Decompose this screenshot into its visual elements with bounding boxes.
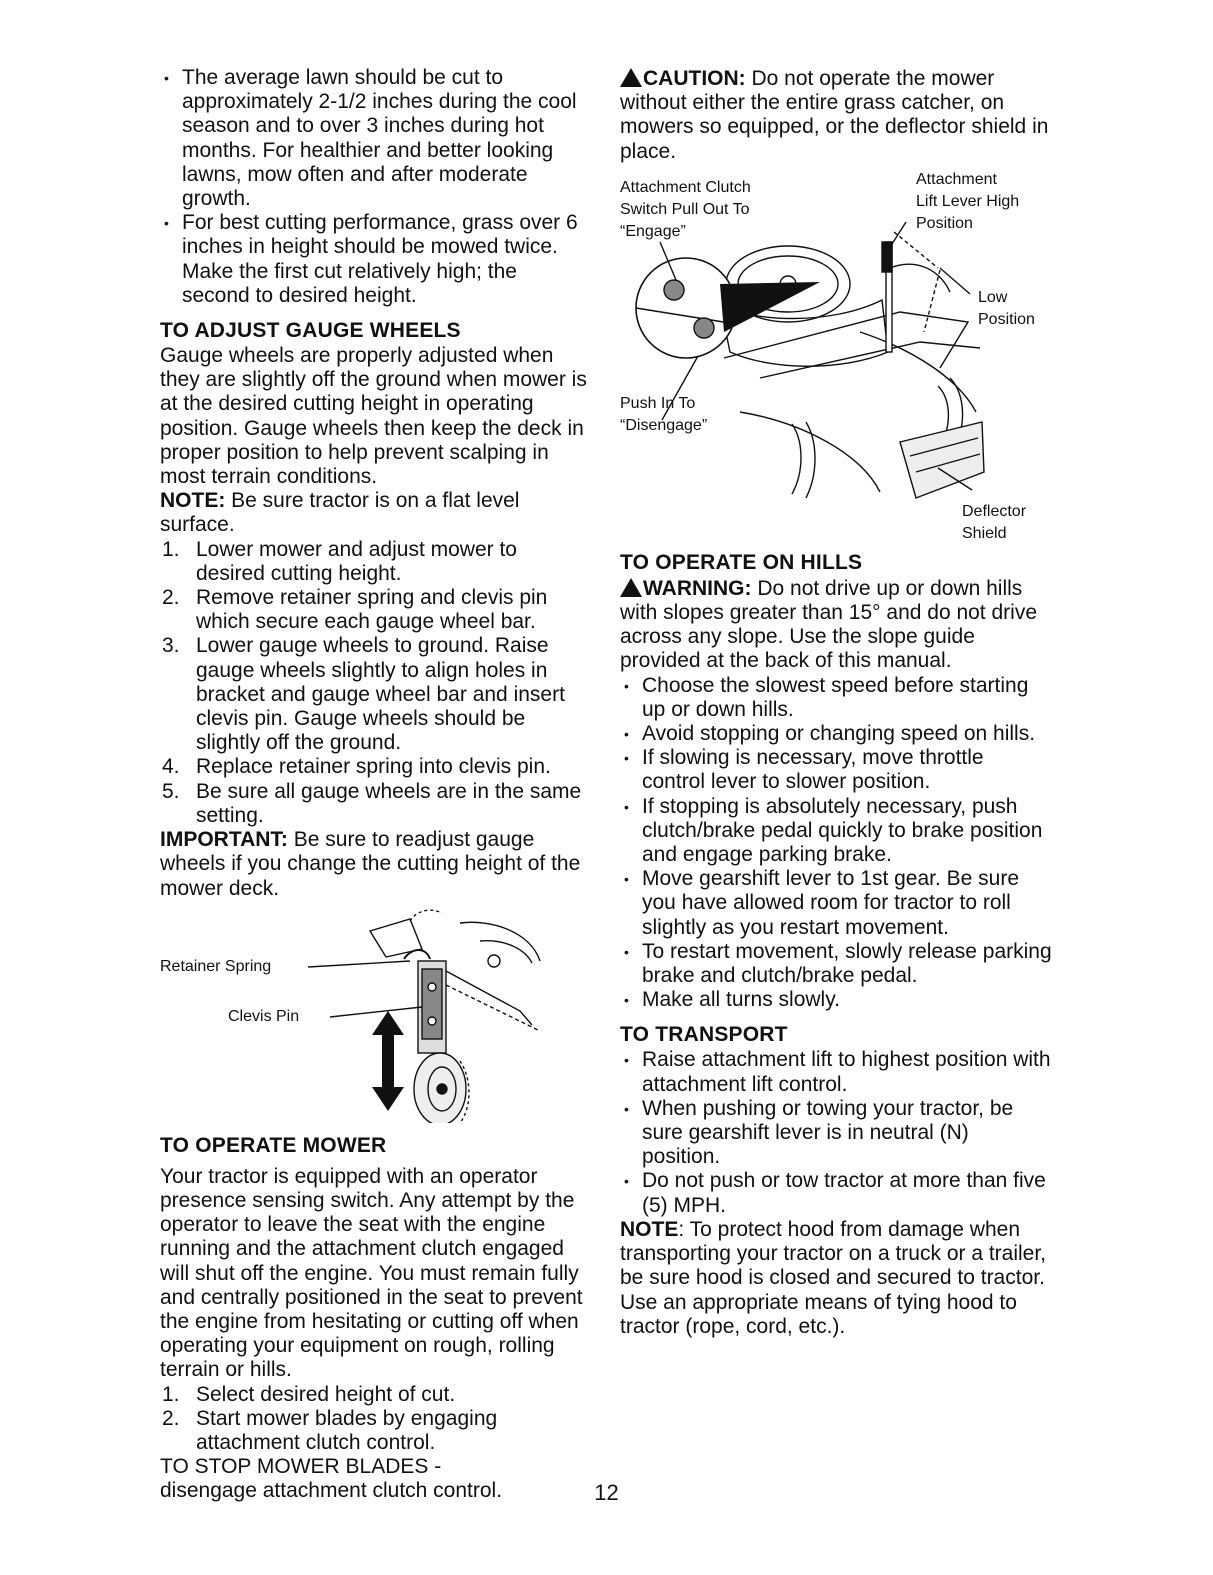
section-heading-transport: TO TRANSPORT	[620, 1023, 788, 1047]
list-item: • Do not push or tow tractor at more than five (5) MPH.	[620, 1169, 1052, 1217]
list-item: 1. Lower mower and adjust mower to desired cutting height.	[162, 537, 517, 585]
list-item: 4. Replace retainer spring into clevis pin.	[162, 755, 551, 779]
list-item: • If stopping is absolutely necessary, push clutch/brake pedal quickly to brake position and engage parking brake.	[620, 795, 1052, 868]
page-number: 12	[594, 1480, 619, 1505]
list-item: • Raise attachment lift to highest position with attachment lift control.	[620, 1048, 1052, 1096]
stop-blades-line: TO STOP MOWER BLADES -	[160, 1455, 442, 1479]
section-heading-hills: TO OPERATE ON HILLS	[620, 550, 863, 574]
right-column	[620, 66, 1052, 1339]
tractor-figure	[620, 172, 1052, 550]
list-item: 5. Be sure all gauge wheels are in the same setting.	[162, 779, 582, 827]
clutch-switch-label-line3: “Engage”	[620, 222, 686, 240]
list-item: • The average lawn should be cut to approximately 2-1/2 inches during the cool season and to over 3 inches during hot months. For healthier and better looking lawns, mow often and after moderate growth.	[160, 66, 588, 211]
list-item: • If slowing is necessary, move throttle control lever to slower position.	[620, 746, 1052, 794]
push-in-label-line1: Push In To	[620, 394, 696, 412]
deflector-label-line2: Shield	[962, 524, 1007, 542]
gauge-intro: Gauge wheels are properly adjusted when they are slightly off the ground when mower is at the desired cutting height in operating position. Gauge wheels then keep the deck in proper position to help prevent scalping in most terrain conditions.	[160, 344, 587, 489]
low-position-label-line2: Position	[978, 310, 1035, 328]
push-in-label-line2: “Disengage”	[620, 416, 708, 434]
lift-lever-label-line3: Position	[916, 214, 973, 232]
section-heading-gauge-wheels: TO ADJUST GAUGE WHEELS	[160, 319, 461, 343]
list-item: • Avoid stopping or changing speed on hills.	[620, 722, 1052, 746]
operate-body: Your tractor is equipped with an operator presence sensing switch. Any attempt by the operator to leave the seat with the engine running and the attachment clutch engaged will shut off the engine. You must remain fully and centrally positioned in the seat to prevent the engine from hesitating or cutting off when operating your equipment on rough, rolling terrain or hills.	[160, 1164, 583, 1382]
lift-lever-label-line1: Attachment	[916, 170, 997, 188]
gauge-note: NOTE: Be sure tractor is on a flat level surface.	[160, 489, 520, 537]
gauge-wheel-illustration	[160, 901, 588, 1123]
transport-note: NOTE: To protect hood from damage when transporting your tractor on a truck or a trailer, be sure hood is closed and secured to tractor. Use an appropriate means of tying hood to tractor (rope, cord, etc.).	[620, 1217, 1047, 1338]
list-item: • Make all turns slowly.	[620, 988, 1052, 1012]
list-item: • When pushing or towing your tractor, be sure gearshift lever is in neutral (N) position.	[620, 1097, 1052, 1170]
deflector-label-line1: Deflector	[962, 502, 1027, 520]
section-heading-operate-mower: TO OPERATE MOWER	[160, 1133, 387, 1157]
retainer-spring-label: Retainer Spring	[160, 957, 272, 975]
low-position-label-line1: Low	[978, 288, 1008, 306]
left-column	[160, 66, 588, 1504]
list-item: 2. Remove retainer spring and clevis pin which secure each gauge wheel bar.	[162, 586, 548, 634]
warning-triangle-icon	[620, 68, 642, 87]
caution-note: CAUTION: Do not operate the mower without either the entire grass catcher, on mowers so equipped, or the deflector shield in place.	[620, 67, 1049, 163]
warning-note: WARNING: Do not drive up or down hills with slopes greater than 15° and do not drive across any slope. Use the slope guide provided at the back of this manual.	[620, 576, 1037, 673]
list-item: • Choose the slowest speed before starting up or down hills.	[620, 674, 1052, 722]
list-item: 2. Start mower blades by engaging attachment clutch control.	[162, 1406, 498, 1454]
list-item: 1. Select desired height of cut.	[162, 1382, 456, 1406]
warning-triangle-icon	[620, 578, 642, 597]
clutch-switch-label-line2: Switch Pull Out To	[620, 200, 750, 218]
gauge-wheel-figure	[160, 901, 588, 1123]
important-note: IMPORTANT: Be sure to readjust gauge wheels if you change the cutting height of the mower deck.	[160, 828, 581, 900]
clutch-switch-label-line1: Attachment Clutch	[620, 178, 751, 196]
list-item: • Move gearshift lever to 1st gear. Be sure you have allowed room for tractor to roll slightly as you restart movement.	[620, 867, 1052, 940]
list-item: 3. Lower gauge wheels to ground. Raise gauge wheels slightly to align holes in bracket and gauge wheel bar and insert clevis pin. Gauge wheels should be slightly off the ground.	[162, 634, 565, 755]
clevis-pin-label: Clevis Pin	[228, 1007, 300, 1025]
list-item: • For best cutting performance, grass over 6 inches in height should be mowed twice. Make the first cut relatively high; the second to desired height.	[160, 211, 588, 308]
lift-lever-label-line2: Lift Lever High	[916, 192, 1020, 210]
list-item: • To restart movement, slowly release parking brake and clutch/brake pedal.	[620, 940, 1052, 988]
stop-blades-text: disengage attachment clutch control.	[160, 1479, 503, 1503]
